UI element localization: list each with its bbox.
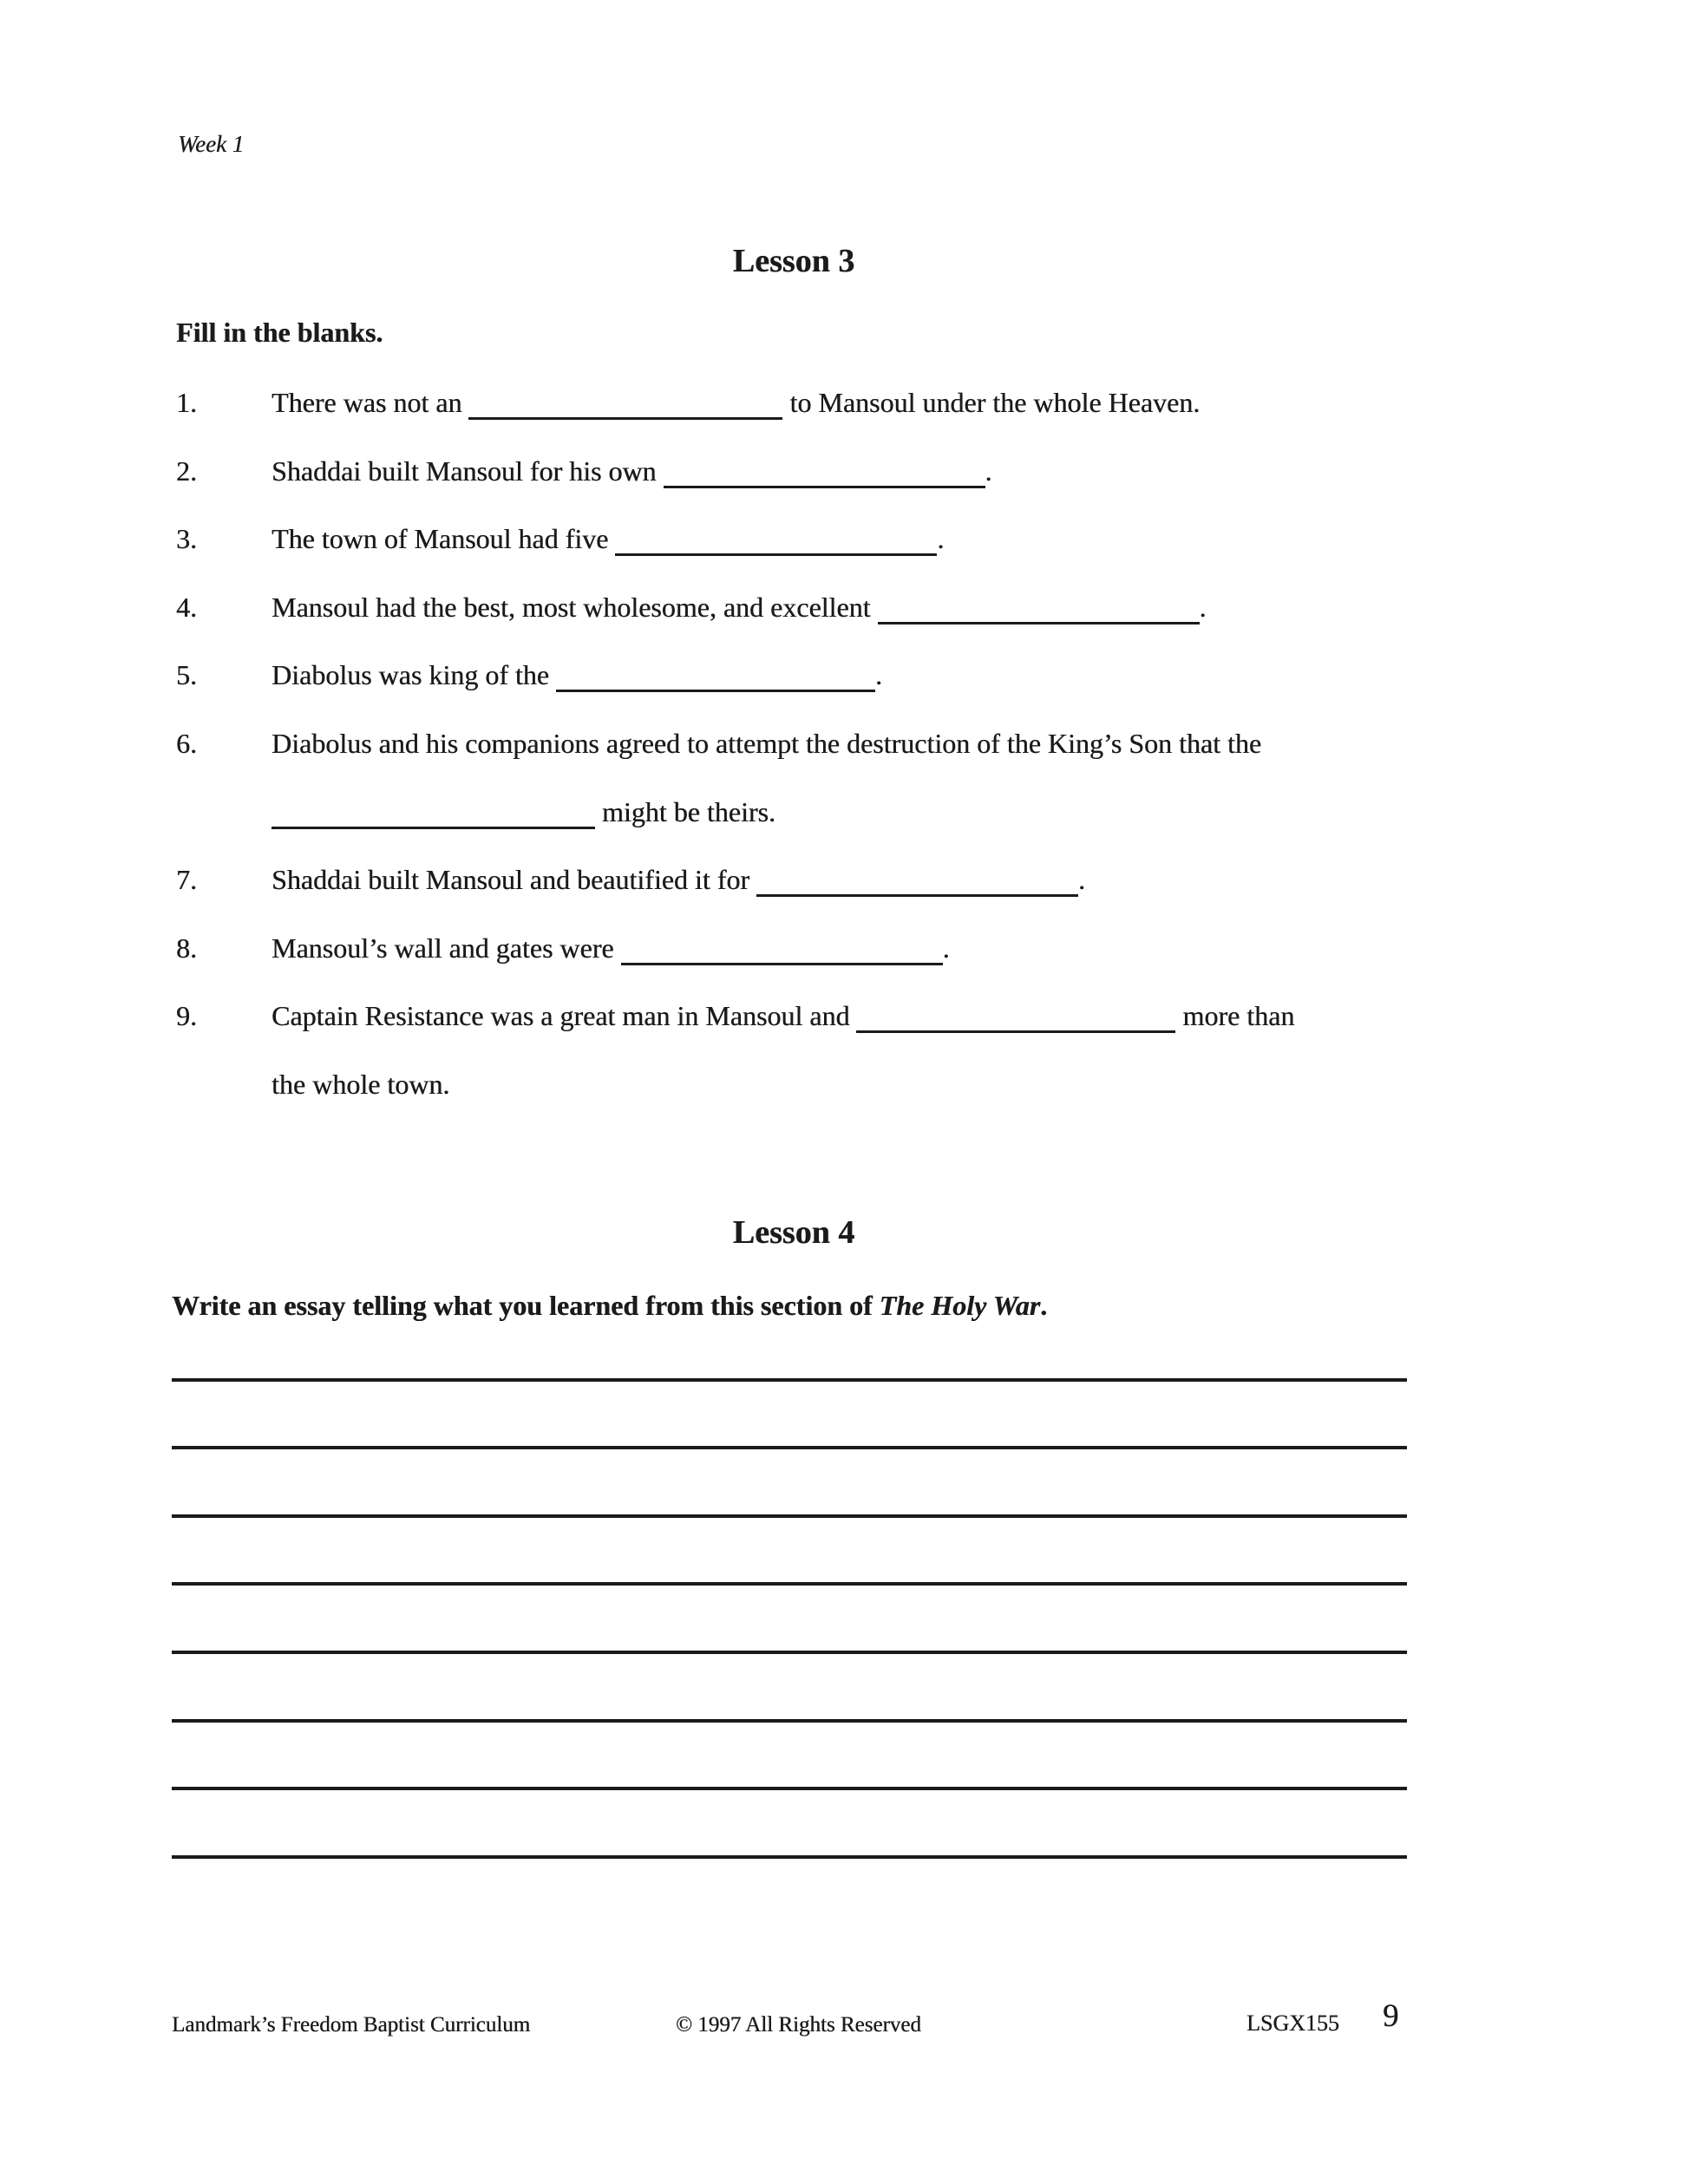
- item-line: [272, 590, 1633, 658]
- essay-line: [172, 1382, 1407, 1450]
- fill-item: [176, 454, 1633, 522]
- fill-item: [176, 590, 1633, 658]
- fill-blank: [556, 664, 875, 692]
- fill-in-blanks-instruction: Fill in the blanks.: [176, 317, 383, 348]
- item-line: [272, 862, 1633, 931]
- item-text: [272, 590, 1633, 658]
- footer-code: LSGX155: [1246, 2011, 1339, 2036]
- essay-prompt-prefix: Write an essay telling what you learned from this section of: [172, 1290, 880, 1321]
- item-number: 9.: [176, 1000, 197, 1032]
- item-number: 8.: [176, 932, 197, 964]
- item-line: [272, 931, 1633, 999]
- fill-items: [176, 385, 1633, 1135]
- fill-blank: [878, 596, 1200, 624]
- book-title: The Holy War: [879, 1290, 1041, 1321]
- item-line-text: .: [937, 523, 945, 555]
- lesson4-title: Lesson 4: [732, 1214, 855, 1251]
- item-line-text: to Mansoul under the whole Heaven.: [782, 387, 1201, 418]
- fill-blank: [615, 527, 937, 556]
- lesson3-title: Lesson 3: [732, 243, 855, 279]
- fill-item: [176, 998, 1633, 1135]
- footer-copyright: © 1997 All Rights Reserved: [676, 2013, 921, 2037]
- fill-item: [176, 862, 1633, 931]
- item-number: 6.: [176, 727, 197, 759]
- item-number: 5.: [176, 659, 197, 691]
- item-text: [272, 385, 1633, 454]
- week-label: Week 1: [178, 131, 245, 157]
- item-number: 3.: [176, 523, 197, 555]
- item-line-text: Shaddai built Mansoul for his own: [272, 454, 664, 487]
- fill-blank: [272, 801, 595, 829]
- essay-line: [172, 1586, 1407, 1654]
- fill-item: [176, 385, 1633, 454]
- essay-line: [172, 1790, 1407, 1859]
- item-line-text: more than: [1175, 1000, 1295, 1032]
- item-line-text: .: [874, 659, 882, 691]
- item-text: [272, 931, 1633, 999]
- fill-item: [176, 657, 1633, 726]
- item-line-text: might be theirs.: [595, 795, 775, 827]
- item-line-text: Shaddai built Mansoul and beautified it for: [272, 864, 756, 896]
- item-line-text: Diabolus was king of the: [272, 659, 556, 691]
- item-line-text: .: [1199, 591, 1207, 623]
- item-line-text: The town of Mansoul had five: [272, 523, 616, 555]
- item-text: [272, 521, 1633, 590]
- item-line-text: There was not an: [272, 387, 469, 418]
- item-line: [272, 385, 1633, 454]
- item-number: 1.: [176, 387, 197, 418]
- fill-item: [176, 521, 1633, 590]
- item-number: 7.: [176, 864, 197, 896]
- fill-blank: [756, 868, 1078, 897]
- item-text: [272, 998, 1633, 1135]
- item-text: [272, 454, 1633, 522]
- essay-line: [172, 1449, 1407, 1518]
- item-text: [272, 657, 1633, 726]
- item-line-text: Mansoul had the best, most wholesome, and excellent: [272, 591, 878, 623]
- essay-line: [172, 1518, 1407, 1586]
- item-line: [272, 726, 1633, 794]
- item-line-text: .: [1078, 864, 1085, 896]
- item-line-text: Diabolus and his companions agreed to attempt the destruction of the King’s Son that the: [272, 727, 1262, 759]
- item-line-text: .: [942, 932, 950, 964]
- item-number: 4.: [176, 591, 197, 623]
- fill-item: [176, 726, 1633, 862]
- item-line: [272, 454, 1633, 522]
- item-number: 2.: [176, 454, 197, 487]
- essay-line: [172, 1654, 1407, 1723]
- footer-curriculum-label: Landmark’s Freedom Baptist Curriculum: [172, 2013, 531, 2037]
- essay-line: [172, 1723, 1407, 1791]
- item-line-text: .: [985, 454, 992, 487]
- essay-line: [172, 1313, 1407, 1382]
- item-line: [272, 1067, 1633, 1135]
- fill-item: [176, 931, 1633, 999]
- fill-blank: [664, 460, 985, 488]
- item-text: [272, 862, 1633, 931]
- item-line: [272, 794, 1633, 863]
- item-line-text: the whole town.: [272, 1068, 450, 1100]
- item-line: [272, 521, 1633, 590]
- fill-blank: [856, 1004, 1175, 1033]
- fill-blank: [468, 391, 782, 420]
- item-line-text: Mansoul’s wall and gates were: [272, 932, 621, 964]
- essay-lines: [172, 1313, 1407, 1859]
- item-line-text: Captain Resistance was a great man in Mansoul and: [272, 1000, 857, 1032]
- item-text: [272, 726, 1633, 862]
- item-line: [272, 657, 1633, 726]
- essay-prompt-suffix: .: [1040, 1290, 1048, 1321]
- page-number: 9: [1383, 1998, 1399, 2034]
- item-line: [272, 998, 1633, 1067]
- fill-blank: [621, 937, 943, 965]
